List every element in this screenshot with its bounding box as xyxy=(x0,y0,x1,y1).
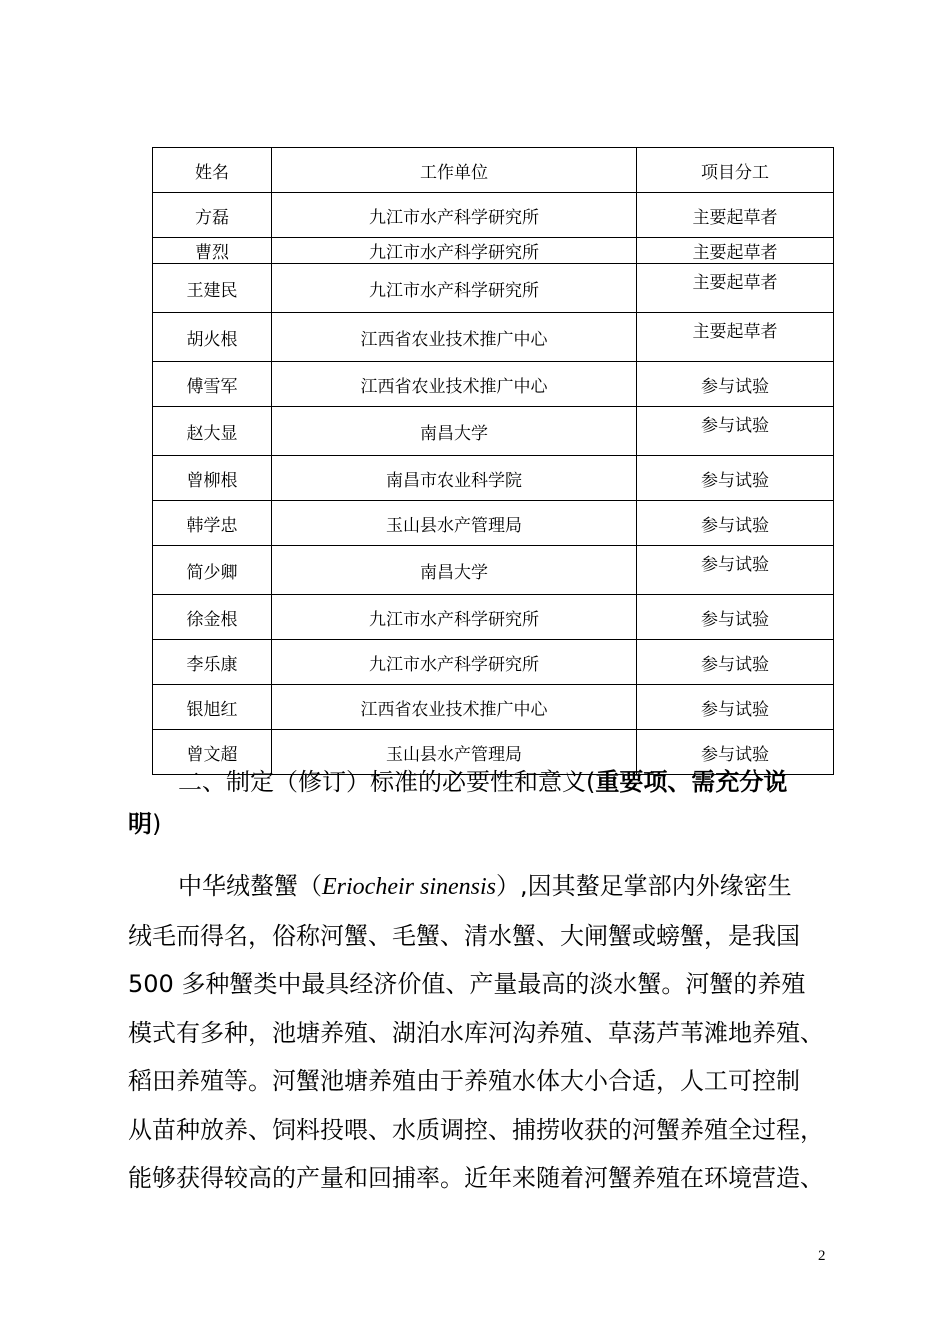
table-row xyxy=(153,362,834,407)
paragraph-line-7: 能够获得较高的产量和回捕率。近年来随着河蟹养殖在环境营造、 xyxy=(128,1164,824,1192)
cell-role: 参与试验 xyxy=(637,730,834,775)
header-unit: 工作单位 xyxy=(272,148,637,193)
table-row xyxy=(153,456,834,501)
cell-name: 方磊 xyxy=(153,193,272,238)
cell-name: 傅雪军 xyxy=(153,362,272,407)
paragraph-line-6: 从苗种放养、饲料投喂、水质调控、捕捞收获的河蟹养殖全过程， xyxy=(128,1115,824,1144)
cell-name: 韩学忠 xyxy=(153,501,272,546)
cell-name: 李乐康 xyxy=(153,640,272,685)
table-row xyxy=(153,238,834,264)
table-row xyxy=(153,407,834,456)
cell-unit: 九江市水产科学研究所 xyxy=(272,193,637,238)
heading-text: 二、制定（修订）标准的必要性和意义( xyxy=(178,768,596,796)
heading-bold-part-2: 明 xyxy=(128,810,152,838)
cell-unit: 南昌大学 xyxy=(272,407,637,456)
l1-pre: 中华绒螯蟹（ xyxy=(178,872,322,900)
scientific-name: Eriocheir sinensis xyxy=(322,874,496,900)
heading-close-paren: ) xyxy=(152,810,162,838)
cell-role: 参与试验 xyxy=(637,640,834,685)
section-heading xyxy=(128,761,838,845)
paragraph-line-2: 绒毛而得名，俗称河蟹、毛蟹、清水蟹、大闸蟹或螃蟹，是我国 xyxy=(128,921,800,950)
cell-role: 参与试验 xyxy=(637,362,834,407)
cell-name: 曾柳根 xyxy=(153,456,272,501)
cell-role: 参与试验 xyxy=(637,685,834,730)
cell-name: 简少卿 xyxy=(153,546,272,595)
paragraph-line-3: 500 多种蟹类中最具经济价值、产量最高的淡水蟹。河蟹的养殖 xyxy=(128,970,806,998)
cell-unit: 玉山县水产管理局 xyxy=(272,730,637,775)
cell-unit: 九江市水产科学研究所 xyxy=(272,264,637,313)
cell-unit: 九江市水产科学研究所 xyxy=(272,238,637,264)
table-row xyxy=(153,546,834,595)
heading-bold-part-1: 重要项、需充分说 xyxy=(595,768,788,796)
paragraph-line-4: 模式有多种，池塘养殖、湖泊水库河沟养殖、草荡芦苇滩地养殖、 xyxy=(128,1018,824,1047)
personnel-table xyxy=(152,147,834,775)
cell-unit: 玉山县水产管理局 xyxy=(272,501,637,546)
table-row xyxy=(153,595,834,640)
header-role: 项目分工 xyxy=(637,148,834,193)
table-row xyxy=(153,313,834,362)
cell-role: 参与试验 xyxy=(637,456,834,501)
paragraph-line-5: 稻田养殖等。河蟹池塘养殖由于养殖水体大小合适，人工可控制 xyxy=(128,1067,800,1095)
table-header-row xyxy=(153,148,834,193)
cell-unit: 九江市水产科学研究所 xyxy=(272,595,637,640)
cell-name: 曾文超 xyxy=(153,730,272,775)
header-name: 姓名 xyxy=(153,148,272,193)
cell-unit: 江西省农业技术推广中心 xyxy=(272,313,637,362)
table-row xyxy=(153,640,834,685)
cell-unit: 江西省农业技术推广中心 xyxy=(272,685,637,730)
cell-unit: 九江市水产科学研究所 xyxy=(272,640,637,685)
cell-name: 徐金根 xyxy=(153,595,272,640)
cell-name: 王建民 xyxy=(153,264,272,313)
cell-role: 参与试验 xyxy=(637,546,834,595)
paragraph-line-1 xyxy=(128,862,848,912)
cell-role: 参与试验 xyxy=(637,501,834,546)
cell-name: 银旭红 xyxy=(153,685,272,730)
cell-unit: 江西省农业技术推广中心 xyxy=(272,362,637,407)
l1-post: ）,因其螯足掌部内外缘密生 xyxy=(496,872,792,900)
table-row xyxy=(153,501,834,546)
cell-role: 主要起草者 xyxy=(637,313,834,362)
cell-role: 参与试验 xyxy=(637,407,834,456)
cell-name: 赵大显 xyxy=(153,407,272,456)
personnel-table-wrapper xyxy=(152,147,833,775)
cell-unit: 南昌市农业科学院 xyxy=(272,456,637,501)
cell-name: 曹烈 xyxy=(153,238,272,264)
table-row xyxy=(153,685,834,730)
cell-role: 主要起草者 xyxy=(637,193,834,238)
table-row xyxy=(153,193,834,238)
cell-role: 参与试验 xyxy=(637,595,834,640)
cell-name: 胡火根 xyxy=(153,313,272,362)
page-number: 2 xyxy=(818,1248,826,1264)
table-row xyxy=(153,264,834,313)
cell-role: 主要起草者 xyxy=(637,238,834,264)
cell-role: 主要起草者 xyxy=(637,264,834,313)
body-paragraph xyxy=(128,862,848,1203)
cell-unit: 南昌大学 xyxy=(272,546,637,595)
